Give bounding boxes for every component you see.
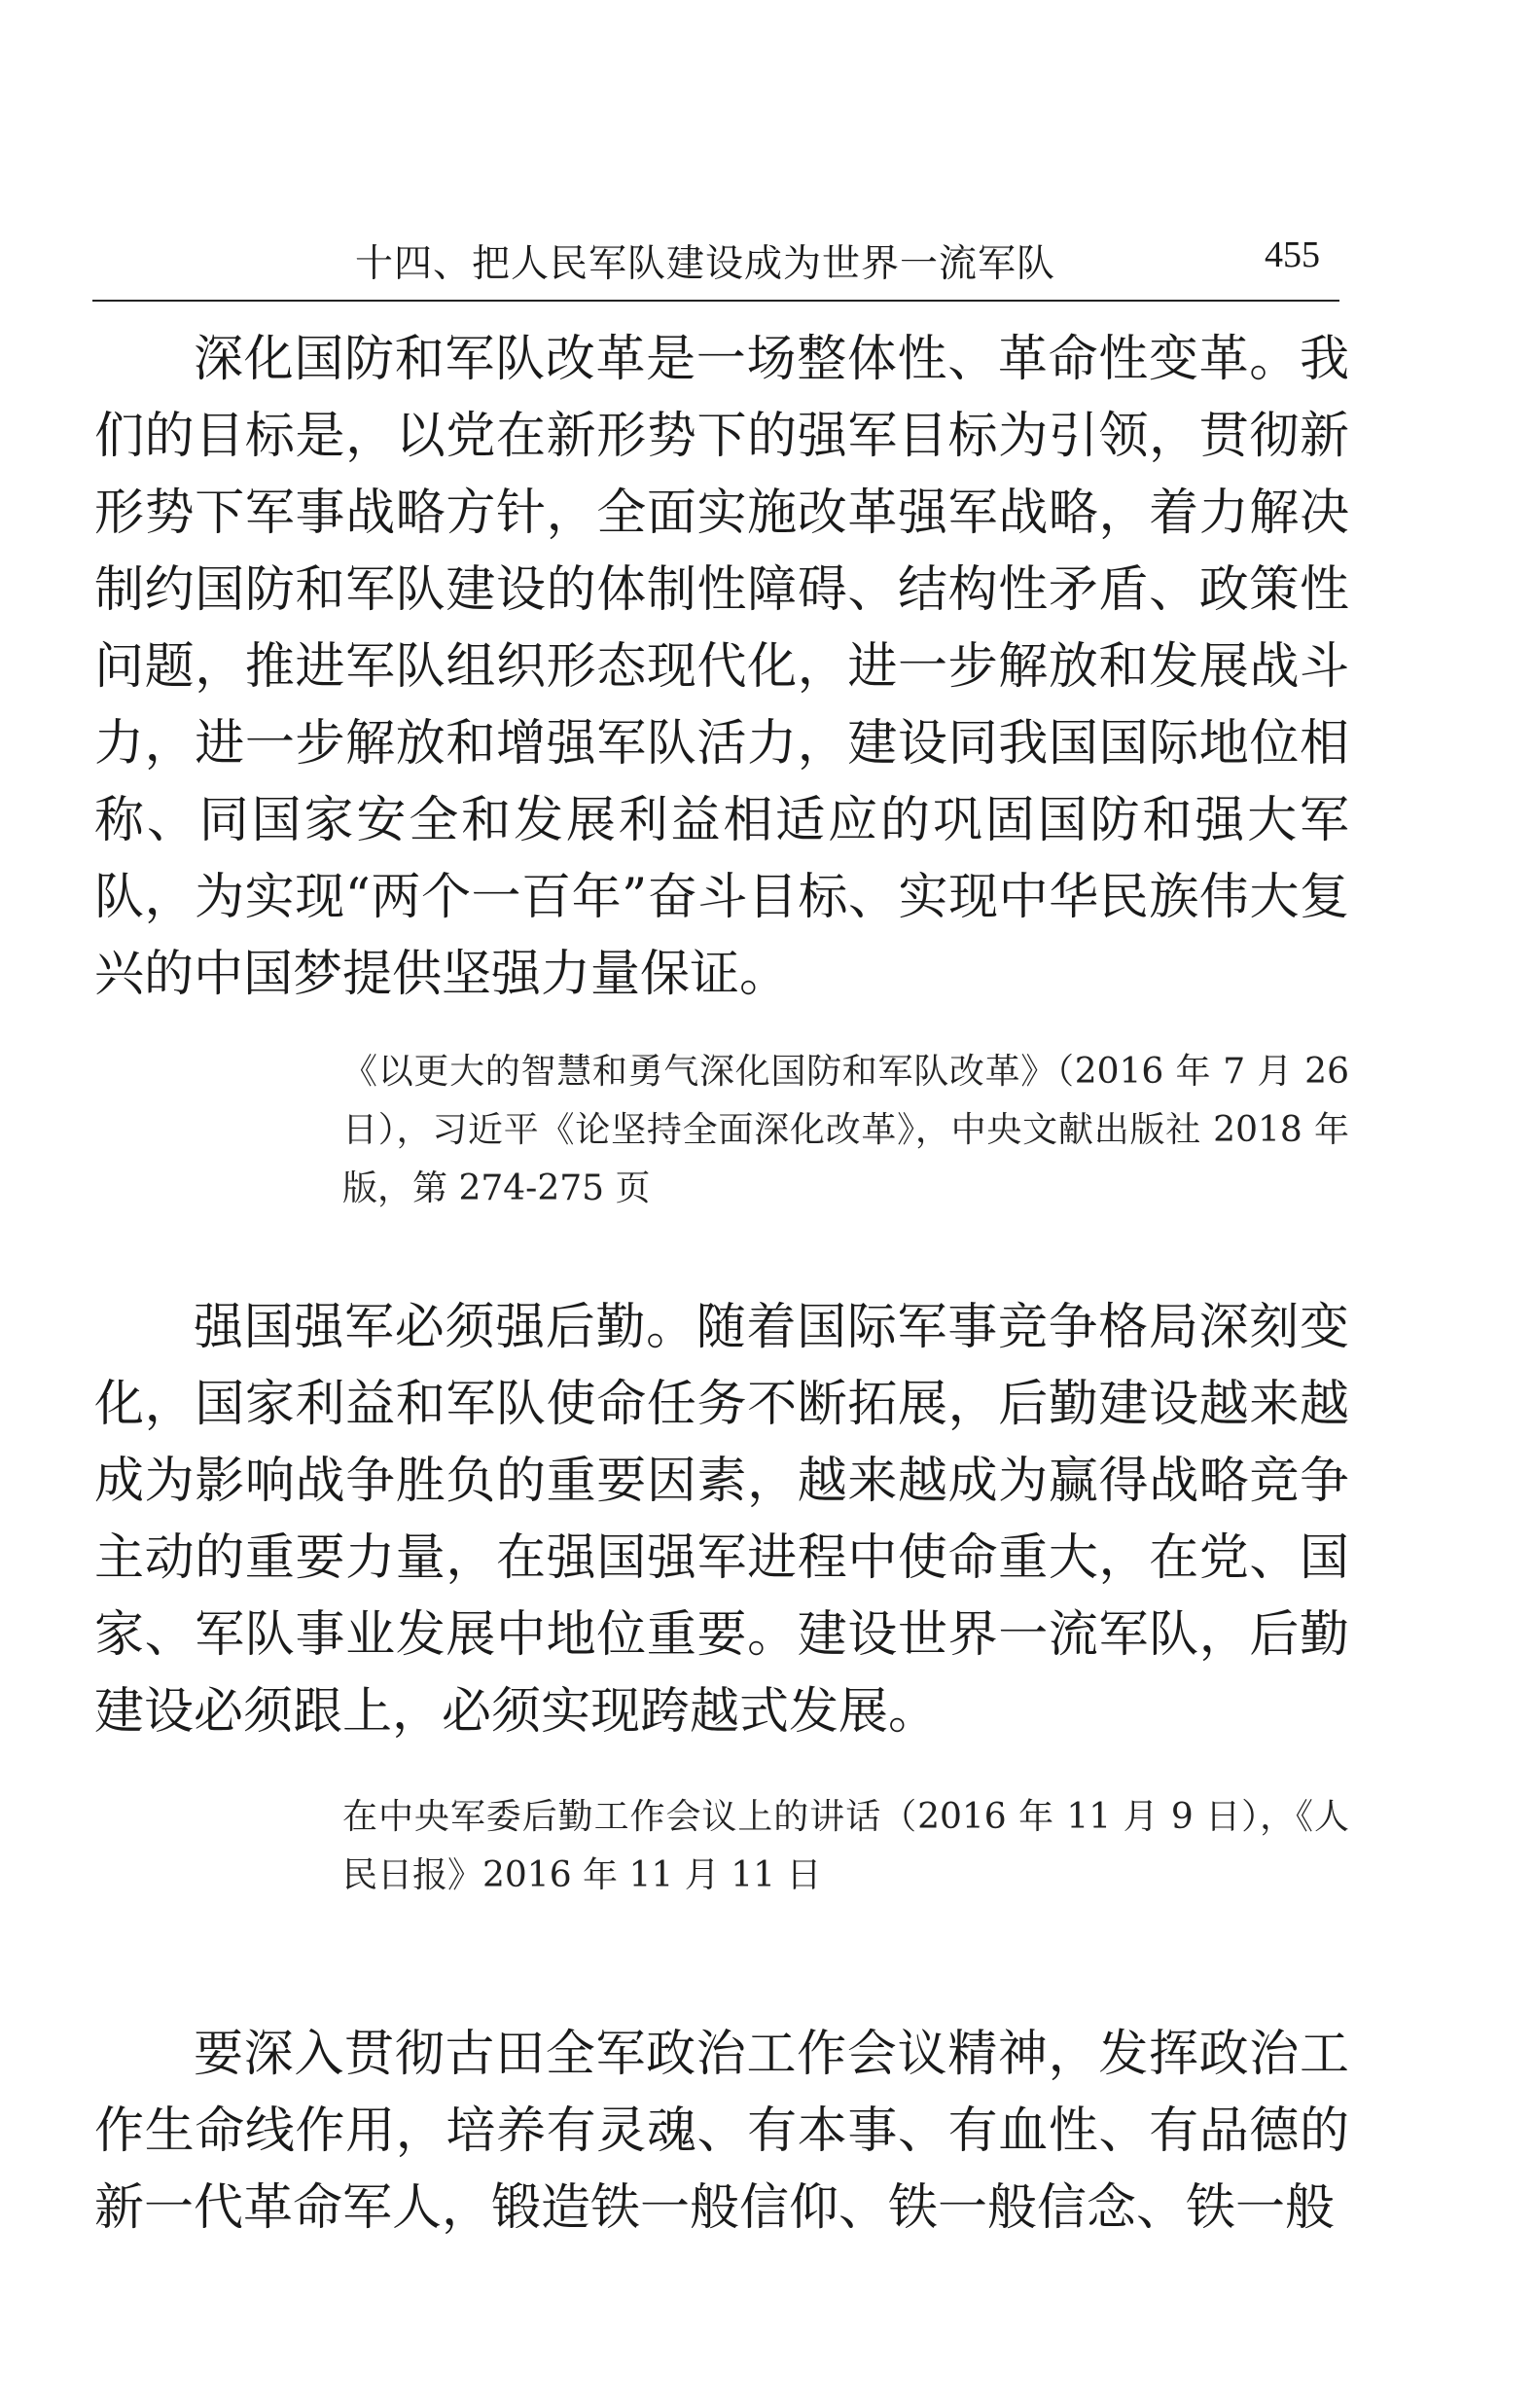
- citation: 在中央军委后勤工作会议上的讲话（2016 年 11 月 9 日），《人民日报》2016 年 11 月 11 日: [342, 1797, 1349, 1895]
- body-paragraph: 强国强军必须强后勤。随着国际军事竞争格局深刻变化，国家利益和军队使命任务不断拓展，后勤建设越来越成为影响战争胜负的重要因素，越来越成为赢得战略竞争主动的重要力量，在强国强军进程中使命重大，在党、国家、军队事业发展中地位重要。建设世界一流军队，后勤建设必须跟上，必须实现跨越式发展。: [94, 1299, 1349, 1741]
- citation: 《以更大的智慧和勇气深化国防和军队改革》（2016 年 7 月 26 日），习近平《论坚持全面深化改革》，中央文献出版社 2018 年版，第 274-275 页: [342, 1052, 1349, 1208]
- running-header: [92, 232, 1339, 302]
- page-number: 455: [1265, 234, 1320, 275]
- body-paragraph: 深化国防和军队改革是一场整体性、革命性变革。我们的目标是，以党在新形势下的强军目标为引领，贯彻新形势下军事战略方针，全面实施改革强军战略，着力解决制约国防和军队建设的体制性障碍、结构性矛盾、政策性问题，推进军队组织形态现代化，进一步解放和发展战斗力，进一步解放和增强军队活力，建设同我国国际地位相称、同国家安全和发展利益相适应的巩固国防和强大军队，为实现“两个一百年”奋斗目标、实现中华民族伟大复兴的中国梦提供坚强力量保证。: [94, 331, 1349, 1003]
- chapter-title: 十四、把人民军队建设成为世界一流军队: [355, 242, 1056, 286]
- body-paragraph: 要深入贯彻古田全军政治工作会议精神，发挥政治工作生命线作用，培养有灵魂、有本事、有血性、有品德的新一代革命军人，锻造铁一般信仰、铁一般信念、铁一般: [94, 2026, 1349, 2237]
